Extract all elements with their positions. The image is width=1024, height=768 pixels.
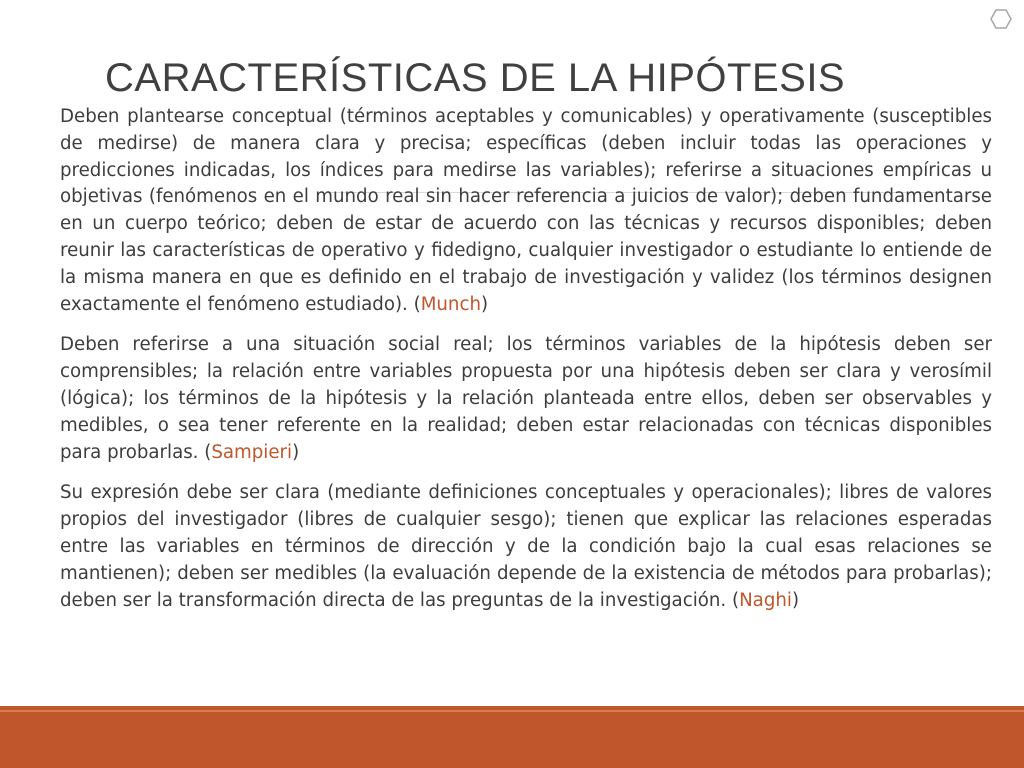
footer-highlight-line: [0, 710, 1024, 712]
slide-title: CARACTERÍSTICAS DE LA HIPÓTESIS: [105, 56, 846, 100]
paragraph-text: Deben plantearse conceptual (términos aceptables y comunicables) y operativamente (susceptibles de medirse) de manera clara y precisa; específicas (deben incluir todas las operaciones y predicciones indicadas, los índices para medirse las variables); referirse a situaciones empíricas u objetivas (fenómenos en el mundo real sin hacer referencia a juicios de valor); deben fundamentarse en un cuerpo teórico; deben de estar de acuerdo con las técnicas y recursos disponibles; deben reunir las características de operativo y fidedigno, cualquier investigador o estudiante lo entiende de la misma manera en que es definido en el trabajo de investigación y validez (los términos designen exactamente el fenómeno estudiado). (: [60, 106, 992, 315]
footer-accent-band: [0, 706, 1024, 768]
paragraph-closing: ): [480, 293, 489, 315]
citation-munch: Munch: [420, 293, 481, 315]
hexagon-outline-icon: [990, 8, 1012, 30]
paragraph-text: Su expresión debe ser clara (mediante definiciones conceptuales y operacionales); libres de valores propios del investigador (libres de cualquier sesgo); tienen que explicar las relaciones esperadas entre las variables en términos de dirección y de la condición bajo la cual esas relaciones se mantienen); deben ser medibles (la evaluación depende de la existencia de métodos para probarlas); deben ser la transformación directa de las preguntas de la investigación. (: [60, 482, 992, 611]
citation-naghi: Naghi: [739, 589, 792, 611]
paragraph-naghi: [60, 480, 992, 614]
paragraph-munch: [60, 104, 992, 318]
paragraph-closing: ): [791, 589, 800, 611]
paragraph-text: Deben referirse a una situación social real; los términos variables de la hipótesis deben ser comprensibles; la relación entre variables propuesta por una hipótesis deben ser clara y verosímil (lógica); los términos de la hipótesis y la relación planteada entre ellos, deben ser observables y medibles, o sea tener referente en la realidad; deben estar relacionadas con técnicas disponibles para probarlas. (: [60, 334, 992, 463]
paragraph-closing: ): [292, 441, 300, 463]
paragraph-sampieri: [60, 332, 992, 466]
slide-body: [60, 104, 992, 628]
citation-sampieri: Sampieri: [211, 441, 293, 463]
